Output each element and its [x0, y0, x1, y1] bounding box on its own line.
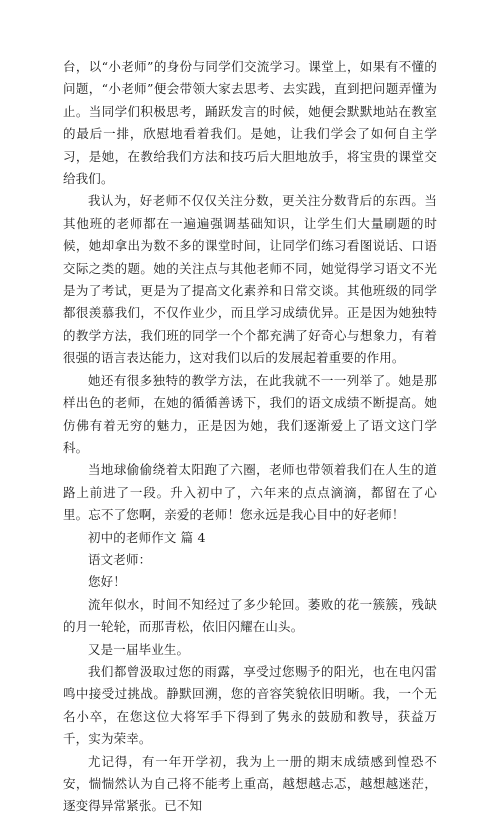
paragraph-6: 又是一届毕业生。 [88, 641, 190, 657]
paragraph-7: 我们都曾汲取过您的雨露，享受过您赐予的阳光，也在电闪雷鸣中接受过挑战。静默回溯，您的音容笑貌依旧明晰。我，一个无名小卒，在您这位大将军手下得到了隽永的鼓励和教导，获益万千，实为荣幸。 [63, 663, 437, 747]
greeting: 您好！ [88, 574, 126, 590]
paragraph-1: 台，以“小老师”的身份与同学们交流学习。课堂上，如果有不懂的问题，“小老师”便会带领大家去思考、去实践，直到把问题弄懂为止。当同学们积极思考，踊跃发言的时候，她便会默默地站在教室的最后一排，欣慰地看着我们。是她，让我们学会了如何自主学习，是她，在教给我们方法和技巧后大胆地放手，将宝贵的课堂交给我们。 [63, 59, 437, 187]
paragraph-2: 我认为，好老师不仅仅关注分数，更关注分数背后的东西。当其他班的老师都在一遍遍强调基础知识，让学生们大量刷题的时候，她却拿出为数不多的课堂时间，让同学们练习看图说话、口语交际之类的题。她的关注点与其他老师不同，她觉得学习语文不光是为了考试，更是为了提高文化素养和日常交谈。其他班级的同学都很羡慕我们，不仅作业少，而且学习成绩优异。正是因为她独特的教学方法，我们班的同学一个个都充满了好奇心与想象力，有着很强的语言表达能力，这对我们以后的发展起着重要的作用。 [63, 193, 437, 366]
paragraph-5: 流年似水，时间不知经过了多少轮回。萎败的花一簇簇，残缺的月一轮轮，而那青松，依旧闪耀在山头。 [63, 596, 437, 635]
paragraph-4: 当地球偷偷绕着太阳跑了六圈，老师也带领着我们在人生的道路上前进了一段。升入初中了，六年来的点点滴滴，都留在了心里。忘不了您啊，亲爱的老师！您永远是我心目中的好老师！ [63, 462, 437, 523]
essay-title: 初中的老师作文 篇 4 [88, 529, 206, 545]
paragraph-3: 她还有很多独特的教学方法，在此我就不一一列举了。她是那样出色的老师，在她的循循善诱下，我们的语文成绩不断提高。她仿佛有着无穷的魅力，正是因为她，我们逐渐爱上了语文这门学科。 [63, 372, 437, 455]
document-body [63, 56, 437, 818]
paragraph-8: 尤记得，有一年开学初，我为上一册的期末成绩感到惶恐不安，惴惴然认为自己将不能考上重高，越想越忐忑，越想越迷茫，逐变得异常紧张。已不知 [63, 753, 437, 814]
salutation: 语文老师： [88, 551, 152, 567]
